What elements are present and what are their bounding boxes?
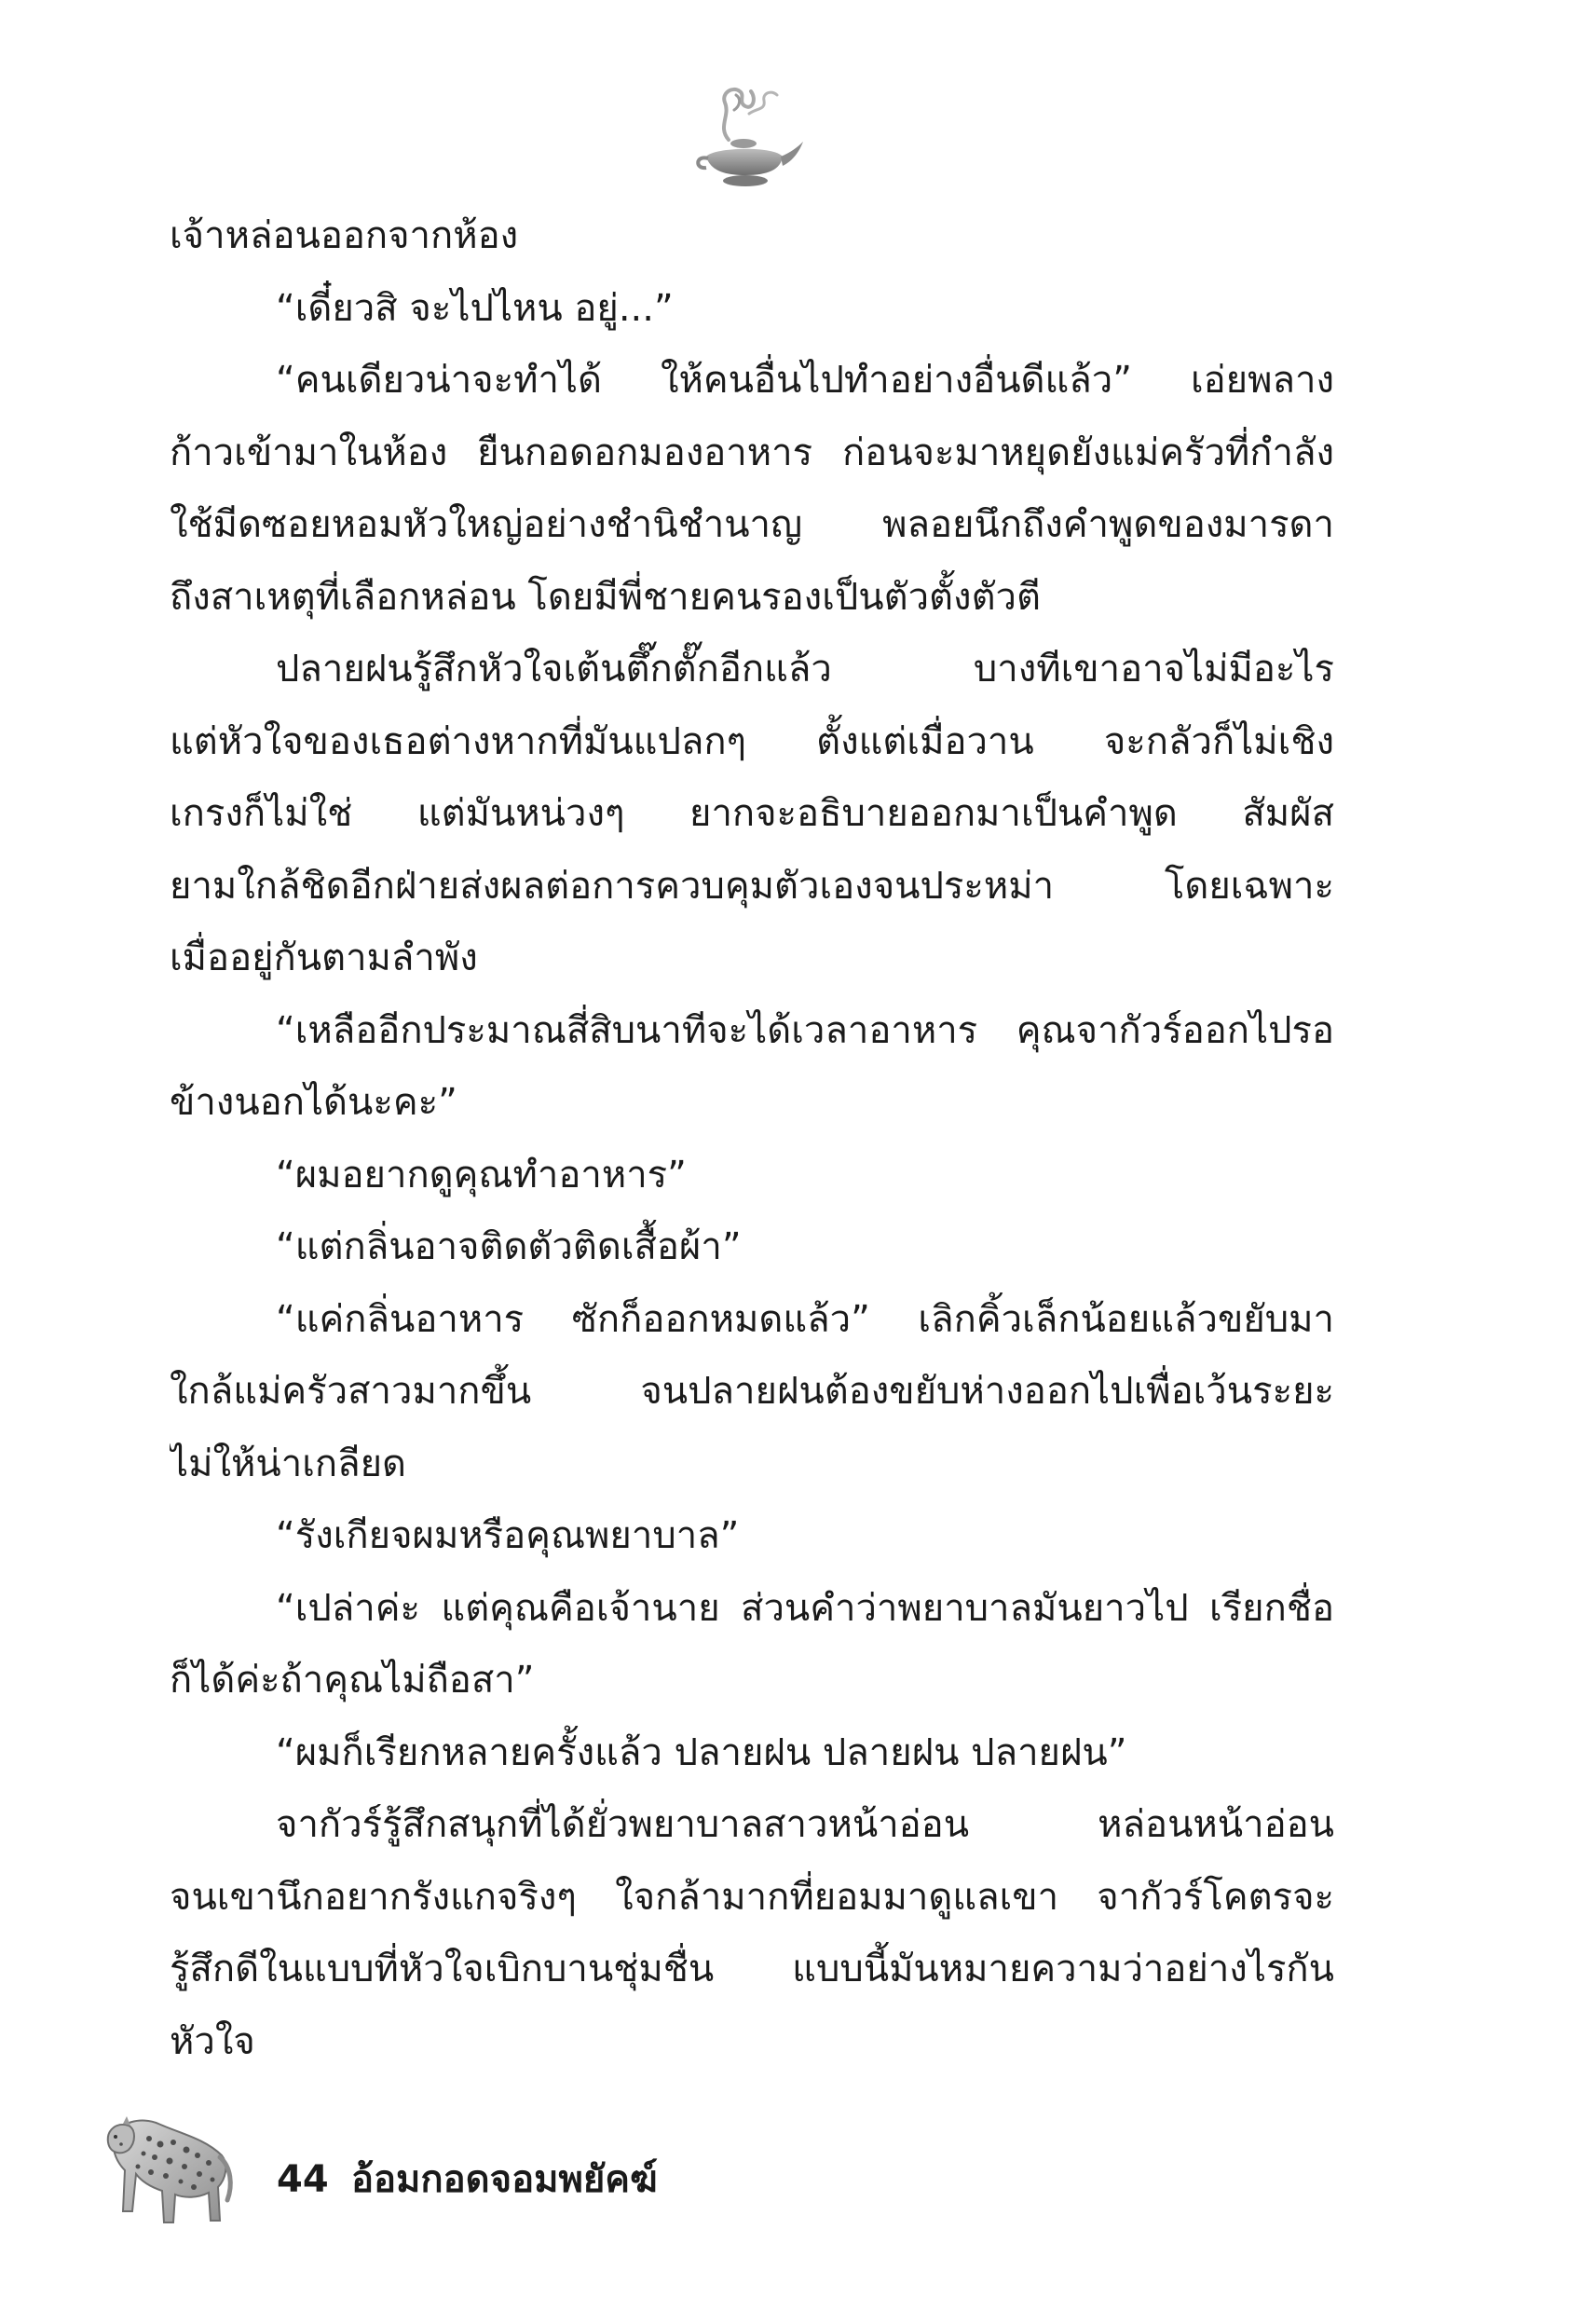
text-line: จนเขานึกอยากรังแกจริงๆ ใจกล้ามากที่ยอมมาดูแลเขา จากัวร์โคตรจะ bbox=[170, 1875, 1334, 1919]
text-line: ก็ได้ค่ะถ้าคุณไม่ถือสา” bbox=[170, 1659, 535, 1702]
text-line: “เปล่าค่ะ แต่คุณคือเจ้านาย ส่วนคำว่าพยาบาลมันยาวไป เรียกชื่อ bbox=[276, 1586, 1334, 1630]
genie-lamp-icon bbox=[691, 82, 805, 192]
text-line: ถึงสาเหตุที่เลือกหล่อน โดยมีพี่ชายคนรองเป็นตัวตั้งตัวตี bbox=[170, 575, 1041, 619]
text-line: แต่หัวใจของเธอต่างหากที่มันแปลกๆ ตั้งแต่เมื่อวาน จะกลัวก็ไม่เชิง bbox=[170, 719, 1334, 763]
text-line: “เดี๋ยวสิ จะไปไหน อยู่...” bbox=[276, 286, 674, 330]
text-line: “ผมอยากดูคุณทำอาหาร” bbox=[276, 1153, 687, 1197]
text-line: ยามใกล้ชิดอีกฝ่ายส่งผลต่อการควบคุมตัวเองจนประหม่า โดยเฉพาะ bbox=[170, 864, 1334, 908]
text-line: เกรงก็ไม่ใช่ แต่มันหน่วงๆ ยากจะอธิบายออกมาเป็นคำพูด สัมผัส bbox=[170, 792, 1334, 835]
text-line: ข้างนอกได้นะคะ” bbox=[170, 1081, 457, 1124]
text-line: “แต่กลิ่นอาจติดตัวติดเสื้อผ้า” bbox=[276, 1225, 742, 1268]
page-footer bbox=[104, 2101, 757, 2241]
text-line: รู้สึกดีในแบบที่หัวใจเบิกบานชุ่มชื่น แบบนี้มันหมายความว่าอย่างไรกัน bbox=[170, 1948, 1334, 1990]
text-line: ใช้มีดซอยหอมหัวใหญ่อย่างชำนิชำนาญ พลอยนึกถึงคำพูดของมารดา bbox=[170, 503, 1334, 546]
text-line: “คนเดียวน่าจะทำได้ ให้คนอื่นไปทำอย่างอื่นดีแล้ว” เอ่ยพลาง bbox=[276, 359, 1334, 402]
text-line: “เหลืออีกประมาณสี่สิบนาทีจะได้เวลาอาหาร คุณจากัวร์ออกไปรอ bbox=[276, 1008, 1334, 1052]
text-line: “ผมก็เรียกหลายครั้งแล้ว ปลายฝน ปลายฝน ปลายฝน” bbox=[276, 1730, 1127, 1774]
text-line: “แค่กลิ่นอาหาร ซักก็ออกหมดแล้ว” เลิกคิ้วเล็กน้อยแล้วขยับมา bbox=[276, 1297, 1334, 1341]
text-line: ไม่ให้น่าเกลียด bbox=[170, 1442, 407, 1485]
text-line: ปลายฝนรู้สึกหัวใจเต้นตึ๊กตั๊กอีกแล้ว บางทีเขาอาจไม่มีอะไร bbox=[276, 648, 1334, 691]
leopard-icon bbox=[104, 2101, 235, 2232]
text-line: “รังเกียจผมหรือคุณพยาบาล” bbox=[276, 1514, 740, 1557]
page-body-text bbox=[170, 200, 1334, 2078]
text-line: เมื่ออยู่กันตามลำพัง bbox=[170, 937, 478, 979]
text-line: หัวใจ bbox=[170, 2019, 255, 2063]
text-line: จากัวร์รู้สึกสนุกที่ได้ยั่วพยาบาลสาวหน้าอ่อน หล่อนหน้าอ่อน bbox=[276, 1803, 1334, 1846]
text-line: ใกล้แม่ครัวสาวมากขึ้น จนปลายฝนต้องขยับห่างออกไปเพื่อเว้นระยะ bbox=[170, 1370, 1334, 1413]
text-line: ก้าวเข้ามาในห้อง ยืนกอดอกมองอาหาร ก่อนจะมาหยุดยังแม่ครัวที่กำลัง bbox=[170, 431, 1334, 474]
page-number: 44 bbox=[277, 2158, 329, 2201]
book-title: อ้อมกอดจอมพยัคฆ์ bbox=[351, 2158, 658, 2201]
text-line: เจ้าหล่อนออกจากห้อง bbox=[170, 214, 519, 257]
